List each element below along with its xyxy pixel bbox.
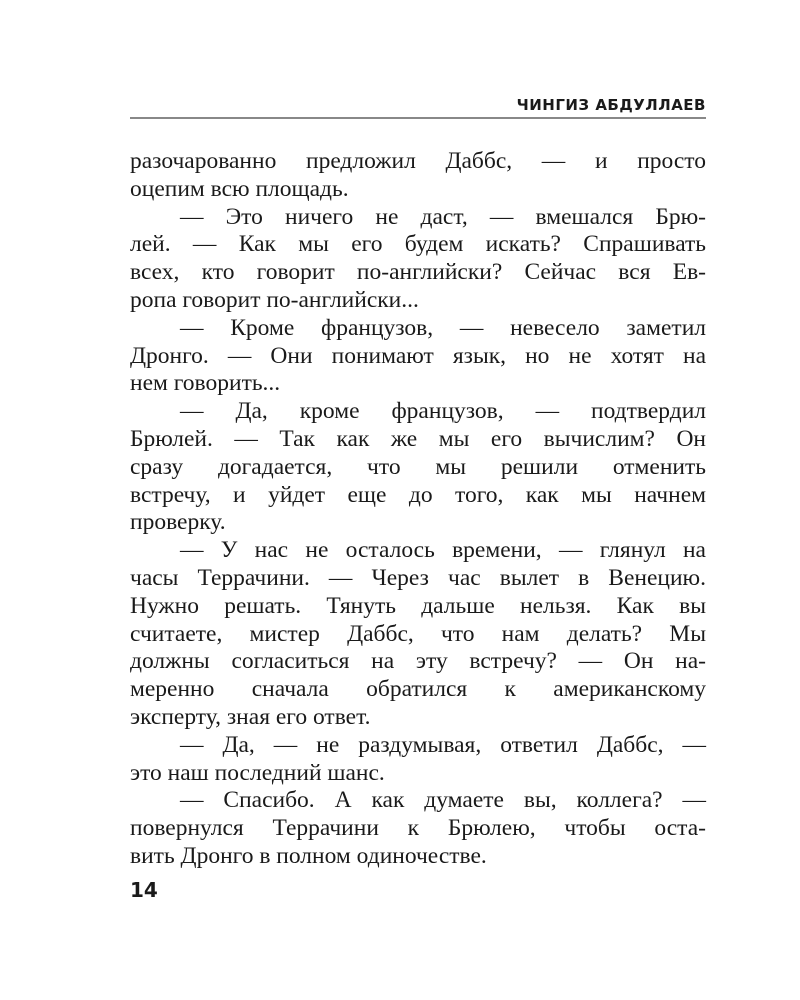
text-line: — Кроме французов, — невесело заметил [180,314,706,341]
header-rule [130,117,706,119]
page-body-text [130,148,706,871]
text-line: меренно сначала обратился к американскому [130,676,706,703]
text-line: ропа говорит по-английски... [130,286,419,313]
text-line: эксперту, зная его ответ. [130,703,371,730]
text-line: считаете, мистер Даббс, что нам делать? Мы [130,620,706,647]
text-line: повернулся Террачини к Брюлею, чтобы оста- [130,815,706,842]
text-line: вить Дронго в полном одиночестве. [130,842,487,869]
text-line: лей. — Как мы его будем искать? Спрашивать [130,231,706,258]
text-line: всех, кто говорит по-английски? Сейчас вся Ев- [130,259,706,286]
text-line: оцепим всю площадь. [130,175,349,202]
text-line: должны согласиться на эту встречу? — Он на- [130,648,706,675]
text-line: Нужно решать. Тянуть дальше нельзя. Как вы [130,592,706,619]
text-line: проверку. [130,509,226,536]
text-line: — Да, кроме французов, — подтвердил [180,398,706,425]
text-line: часы Террачини. — Через час вылет в Венецию. [130,564,706,591]
text-line: встречу, и уйдет еще до того, как мы начнем [130,481,706,508]
text-line: разочарованно предложил Даббс, — и просто [130,148,706,174]
text-line: — Это ничего не даст, — вмешался Брю- [180,203,706,230]
text-line: это наш последний шанс. [130,759,385,786]
text-line: — Да, — не раздумывая, ответил Даббс, — [180,731,706,758]
text-line: нем говорить... [130,370,281,397]
text-line: — У нас не осталось времени, — глянул на [180,537,706,564]
text-line: Дронго. — Они понимают язык, но не хотят на [130,342,706,369]
text-line: сразу догадается, что мы решили отменить [130,453,706,480]
text-line: Брюлей. — Так как же мы его вычислим? Он [130,425,706,452]
running-header-author: ЧИНГИЗ АБДУЛЛАЕВ [516,96,706,114]
text-line: — Спасибо. А как думаете вы, коллега? — [180,787,706,814]
page-number: 14 [130,878,158,902]
